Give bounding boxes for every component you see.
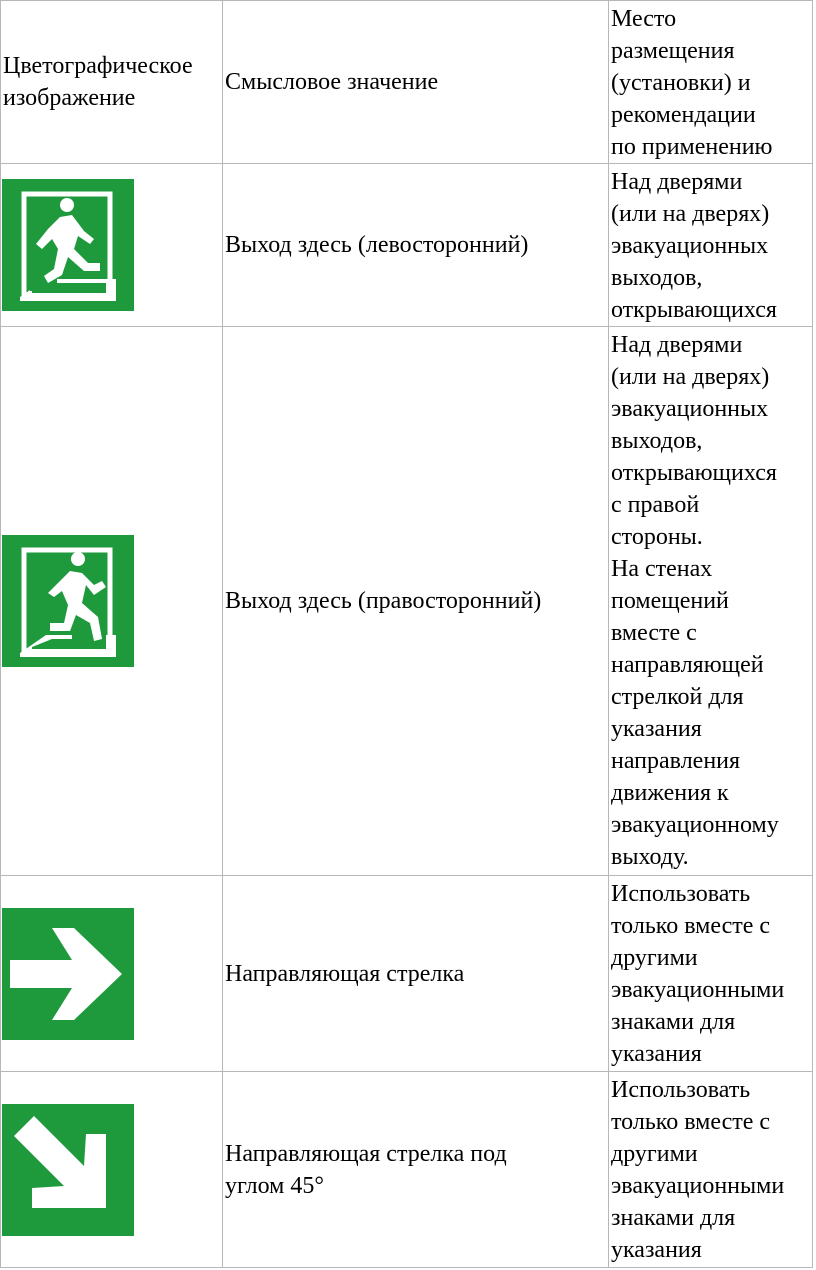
placement-line: указания bbox=[611, 1237, 702, 1263]
placement-line: открывающихся bbox=[611, 460, 777, 486]
placement-line: выходу. bbox=[611, 844, 689, 870]
placement-line: эвакуационному bbox=[611, 812, 779, 838]
placement-line: стороны. bbox=[611, 524, 703, 550]
header-col3-line: по применению bbox=[611, 134, 773, 160]
placement-line: Использовать bbox=[611, 1077, 751, 1103]
placement-cell bbox=[609, 876, 813, 1072]
placement-line: эвакуационных bbox=[611, 233, 769, 259]
image-cell bbox=[1, 1072, 223, 1268]
header-placement-cell bbox=[609, 1, 813, 164]
placement-line: Над дверями bbox=[611, 332, 743, 358]
table-row bbox=[1, 164, 813, 327]
header-col2-text: Смысловое значение bbox=[225, 69, 439, 95]
placement-line: открывающихся bbox=[611, 297, 777, 323]
placement-line: вместе с bbox=[611, 620, 697, 646]
placement-line: выходов, bbox=[611, 428, 703, 454]
exit-right-icon bbox=[2, 535, 134, 667]
placement-line: эвакуационными bbox=[611, 977, 785, 1003]
image-cell bbox=[1, 327, 223, 876]
header-col3-line: (установки) и bbox=[611, 70, 751, 96]
placement-line: знаками для bbox=[611, 1205, 736, 1231]
placement-line: указания bbox=[611, 1041, 702, 1067]
meaning-text: Выход здесь (правосторонний) bbox=[225, 588, 542, 614]
placement-line: другими bbox=[611, 945, 698, 971]
meaning-text: Направляющая стрелка под bbox=[225, 1140, 507, 1167]
placement-line: выходов, bbox=[611, 265, 703, 291]
header-image-cell bbox=[1, 1, 223, 164]
placement-cell bbox=[609, 164, 813, 327]
meaning-cell bbox=[223, 327, 609, 876]
placement-line: эвакуационных bbox=[611, 396, 769, 422]
header-meaning-cell bbox=[223, 1, 609, 164]
table-row bbox=[1, 1072, 813, 1268]
meaning-text: углом 45° bbox=[225, 1172, 324, 1199]
placement-line: знаками для bbox=[611, 1009, 736, 1035]
placement-line: эвакуационными bbox=[611, 1173, 785, 1199]
placement-line: другими bbox=[611, 1141, 698, 1167]
table-row bbox=[1, 327, 813, 876]
meaning-text: Выход здесь (левосторонний) bbox=[225, 232, 529, 258]
placement-cell bbox=[609, 1072, 813, 1268]
meaning-text: Направляющая стрелка bbox=[225, 960, 465, 987]
placement-line: стрелкой для bbox=[611, 684, 744, 710]
table-row bbox=[1, 876, 813, 1072]
placement-line: Над дверями bbox=[611, 169, 743, 195]
placement-line: (или на дверях) bbox=[611, 364, 770, 390]
placement-line: направления bbox=[611, 748, 741, 774]
image-cell bbox=[1, 876, 223, 1072]
placement-line: На стенах bbox=[611, 556, 713, 582]
meaning-cell bbox=[223, 876, 609, 1072]
header-col3-line: Место bbox=[611, 6, 677, 32]
placement-cell bbox=[609, 327, 813, 876]
header-col1-line: изображение bbox=[3, 85, 136, 111]
placement-line: Использовать bbox=[611, 881, 751, 907]
placement-line: направляющей bbox=[611, 652, 764, 678]
placement-line: только вместе с bbox=[611, 1109, 771, 1135]
arrow-down-right-icon bbox=[2, 1104, 134, 1236]
meaning-cell bbox=[223, 1072, 609, 1268]
meaning-cell bbox=[223, 164, 609, 327]
placement-line: с правой bbox=[611, 492, 700, 518]
arrow-right-icon bbox=[2, 908, 134, 1040]
header-col1-line: Цветографическое bbox=[3, 53, 193, 79]
header-col3-line: рекомендации bbox=[611, 102, 756, 128]
header-col3-line: размещения bbox=[611, 38, 735, 64]
placement-line: указания bbox=[611, 716, 702, 742]
placement-line: движения к bbox=[611, 780, 729, 806]
exit-left-icon bbox=[2, 179, 134, 311]
image-cell bbox=[1, 164, 223, 327]
placement-line: (или на дверях) bbox=[611, 201, 770, 227]
header-row bbox=[1, 1, 813, 164]
placement-line: помещений bbox=[611, 588, 729, 614]
placement-line: только вместе с bbox=[611, 913, 771, 939]
